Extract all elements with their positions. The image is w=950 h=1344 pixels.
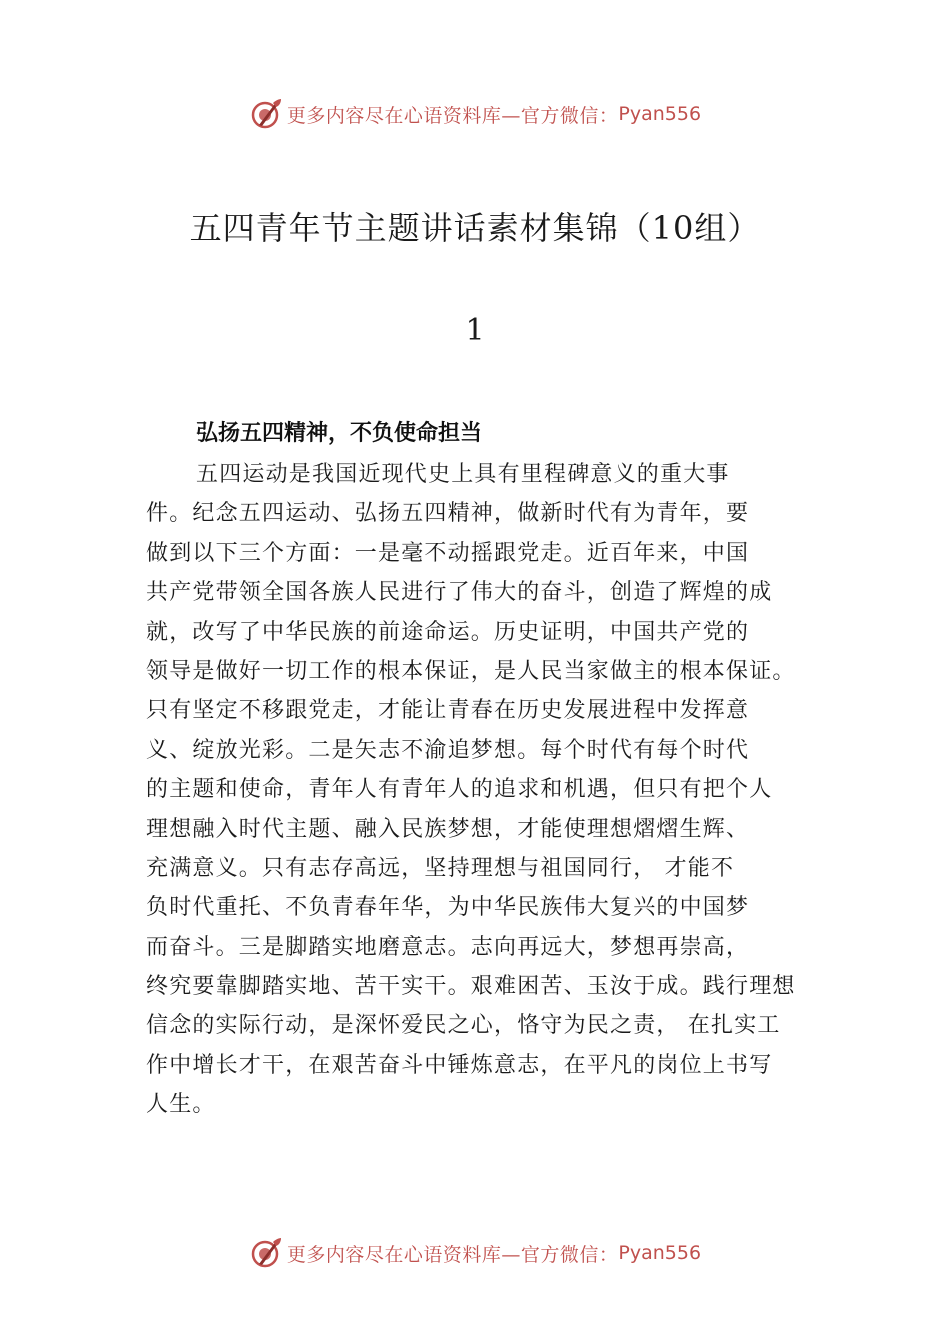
body-line: 的主题和使命，青年人有青年人的追求和机遇，但只有把个人: [146, 777, 773, 803]
body-line: 负时代重托、不负青春年华，为中华民族伟大复兴的中国梦: [146, 895, 750, 921]
body-line: 而奋斗。三是脚踏实地磨意志。志向再远大，梦想再崇高，: [146, 934, 750, 960]
section-heading: 弘扬五四精神，不负使命担当: [196, 421, 483, 446]
banner-wechat-id: Pyan556: [618, 1242, 702, 1264]
body-paragraph: [146, 455, 846, 1125]
quill-seal-icon: [249, 1236, 283, 1270]
footer-watermark-banner: [0, 1233, 950, 1273]
body-line: 终究要靠脚踏实地、苦干实干。艰难困苦、玉汝于成。践行理想: [146, 974, 796, 1000]
body-line: 领导是做好一切工作的根本保证，是人民当家做主的根本保证。: [146, 658, 796, 684]
body-line: 五四运动是我国近现代史上具有里程碑意义的重大事: [196, 462, 730, 487]
body-line: 共产党带领全国各族人民进行了伟大的奋斗，创造了辉煌的成: [146, 580, 773, 606]
header-watermark-banner: [0, 94, 950, 134]
banner-wechat-id: Pyan556: [618, 103, 702, 125]
banner-text: 更多内容尽在心语资料库—官方微信：: [286, 1243, 619, 1266]
body-line: 充满意义。只有志存高远，坚持理想与祖国同行， 才能不: [146, 855, 735, 881]
body-line: 人生。: [146, 1092, 216, 1118]
body-line: 就，改写了中华民族的前途命运。历史证明，中国共产党的: [146, 619, 750, 645]
document-title: 五四青年节主题讲话素材集锦（10组）: [189, 209, 761, 247]
quill-seal-icon: [249, 97, 283, 131]
body-line: 理想融入时代主题、融入民族梦想，才能使理想熠熠生辉、: [146, 816, 750, 842]
body-line: 做到以下三个方面：一是毫不动摇跟党走。近百年来，中国: [146, 540, 750, 566]
body-line: 只有坚定不移跟党走，才能让青春在历史发展进程中发挥意: [146, 698, 750, 724]
body-line: 件。纪念五四运动、弘扬五四精神，做新时代有为青年，要: [146, 501, 750, 527]
section-number: 1: [465, 313, 485, 348]
banner-text: 更多内容尽在心语资料库—官方微信：: [286, 104, 619, 127]
body-line: 义、绽放光彩。二是矢志不渝追梦想。每个时代有每个时代: [146, 737, 750, 763]
body-line: 作中增长才干，在艰苦奋斗中锤炼意志，在平凡的岗位上书写: [146, 1052, 773, 1078]
body-line: 信念的实际行动，是深怀爱民之心，恪守为民之责， 在扎实工: [146, 1013, 781, 1039]
